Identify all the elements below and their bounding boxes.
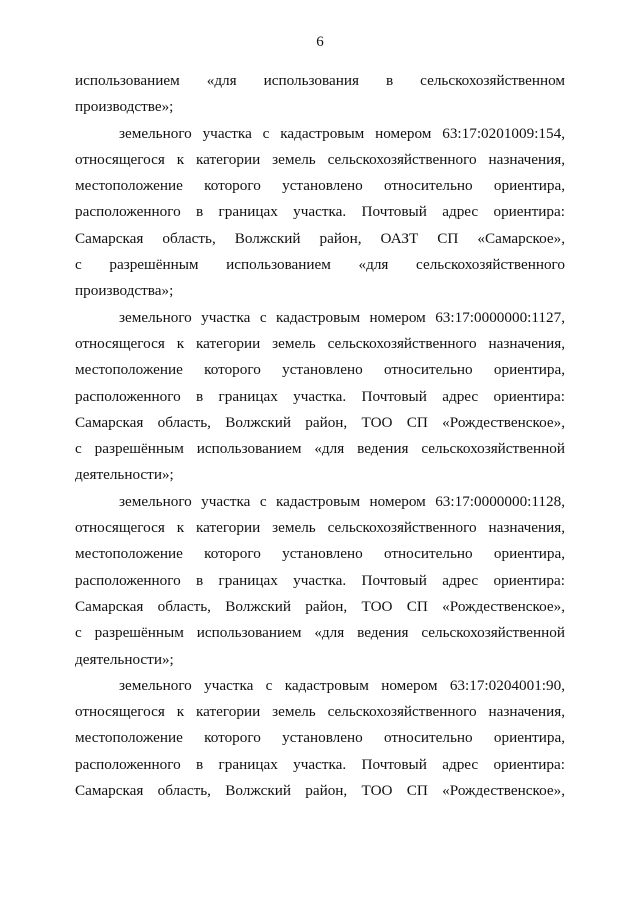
text-line: относящегося к категории земель сельскохозяйственного назначения, <box>75 519 565 537</box>
text-line: земельного участка с кадастровым номером 63:17:0204001:90, <box>119 676 565 694</box>
text-line: расположенного в границах участка. Почтовый адрес ориентира: <box>75 203 565 221</box>
text-line: с разрешённым использованием «для ведения сельскохозяйственной <box>75 440 565 458</box>
text-line: с разрешённым использованием «для ведения сельскохозяйственной <box>75 624 565 642</box>
text-line: местоположение которого установлено относительно ориентира, <box>75 177 565 195</box>
text-line: деятельности»; <box>75 466 174 484</box>
text-line: расположенного в границах участка. Почтовый адрес ориентира: <box>75 755 565 773</box>
text-line: земельного участка с кадастровым номером 63:17:0000000:1127, <box>119 308 565 326</box>
text-line: Самарская область, Волжский район, ТОО СП «Рождественское», <box>75 597 565 615</box>
text-line: местоположение которого установлено относительно ориентира, <box>75 729 565 747</box>
document-body <box>75 68 565 804</box>
text-line: относящегося к категории земель сельскохозяйственного назначения, <box>75 703 565 721</box>
text-line: земельного участка с кадастровым номером 63:17:0201009:154, <box>119 124 565 142</box>
text-line: земельного участка с кадастровым номером 63:17:0000000:1128, <box>119 492 565 510</box>
text-line: Самарская область, Волжский район, ТОО СП «Рождественское», <box>75 413 565 431</box>
text-line: относящегося к категории земель сельскохозяйственного назначения, <box>75 334 565 352</box>
text-line: производства»; <box>75 282 174 300</box>
paragraph-parcel-1128 <box>75 489 565 673</box>
paragraph-continuation <box>75 68 565 121</box>
text-line: расположенного в границах участка. Почтовый адрес ориентира: <box>75 571 565 589</box>
text-line: использованием «для использования в сельскохозяйственном <box>75 72 565 89</box>
page-number: 6 <box>316 34 324 50</box>
paragraph-parcel-154 <box>75 121 565 305</box>
text-line: деятельности»; <box>75 650 174 668</box>
text-line: местоположение которого установлено относительно ориентира, <box>75 361 565 379</box>
text-line: производстве»; <box>75 98 174 116</box>
paragraph-parcel-90 <box>75 673 565 804</box>
text-line: расположенного в границах участка. Почтовый адрес ориентира: <box>75 387 565 405</box>
text-line: Самарская область, Волжский район, ОАЗТ СП «Самарское», <box>75 229 565 247</box>
text-line: Самарская область, Волжский район, ТОО СП «Рождественское», <box>75 782 565 800</box>
text-line: местоположение которого установлено относительно ориентира, <box>75 545 565 563</box>
text-line: с разрешённым использованием «для сельскохозяйственного <box>75 256 565 274</box>
paragraph-parcel-1127 <box>75 305 565 489</box>
text-line: относящегося к категории земель сельскохозяйственного назначения, <box>75 150 565 168</box>
